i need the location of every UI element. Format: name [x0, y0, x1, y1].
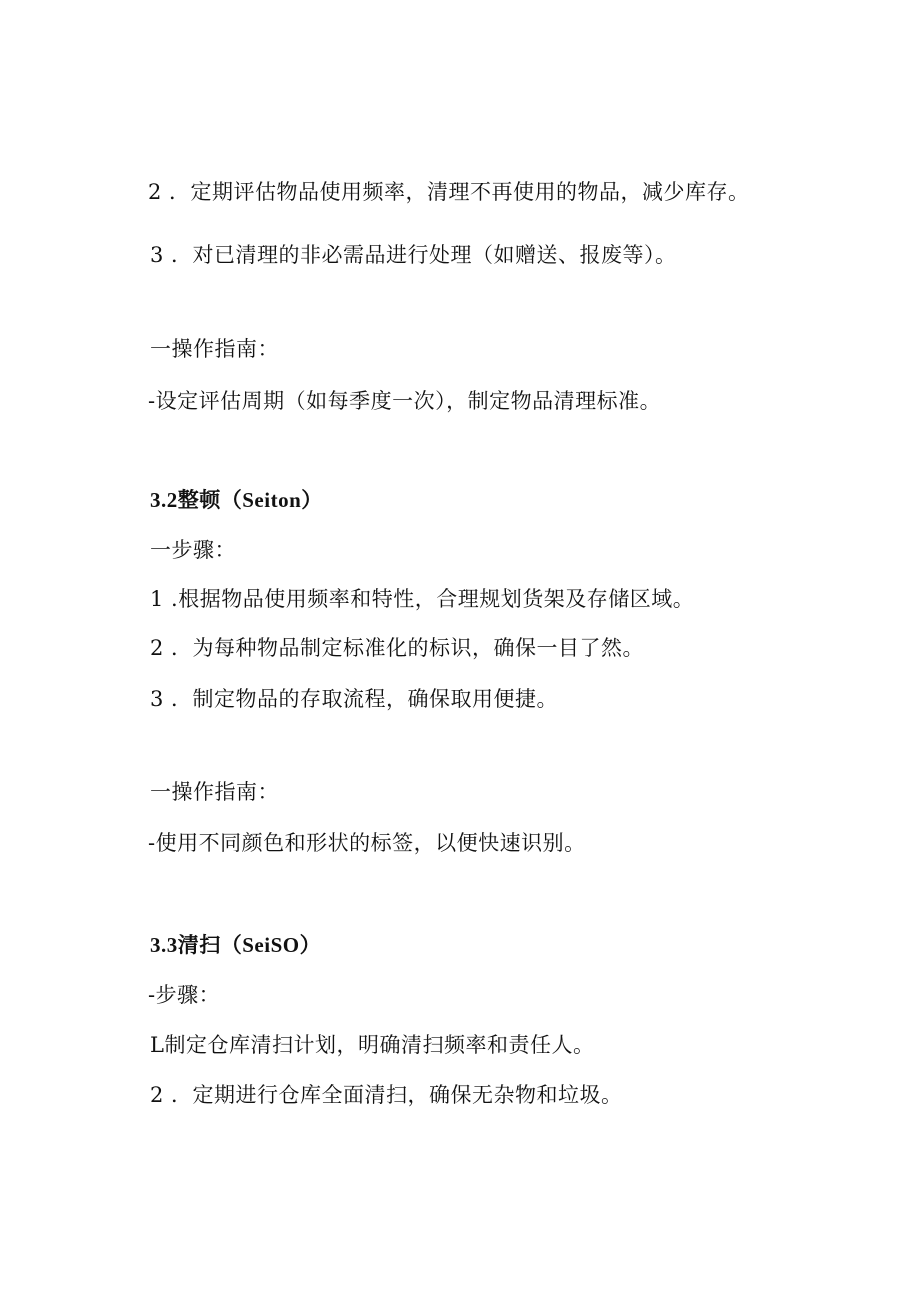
steps-label-2: -步骤： — [148, 983, 221, 1007]
paragraph-step-1-plan: 1 .根据物品使用频率和特性，合理规划货架及存储区域。 — [150, 587, 695, 611]
paragraph-step-3-dispose: 3 ．对已清理的非必需品进行处理（如赠送、报废等）。 — [150, 243, 677, 267]
section-heading-3-2 — [150, 486, 323, 514]
paragraph-step-2-cleaning: 2 ．定期进行仓库全面清扫，确保无杂物和垃圾。 — [150, 1083, 623, 1107]
section-title-cn: 整顿（ — [177, 487, 243, 512]
steps-label: 一步骤： — [150, 538, 236, 562]
section-number: 3.3 — [150, 933, 178, 957]
paragraph-step-3-process: 3 ．制定物品的存取流程，确保取用便捷。 — [150, 687, 559, 711]
section-title-cn: 清扫（ — [177, 932, 243, 957]
section-number: 3.2 — [150, 488, 178, 512]
section-title-latin: SeiSO — [242, 933, 300, 957]
paragraph-step-2-label: 2 ．为每种物品制定标准化的标识，确保一目了然。 — [150, 636, 645, 660]
operation-guide-label: 一操作指南： — [150, 337, 279, 361]
operation-guide-label-2: 一操作指南： — [150, 780, 279, 804]
paragraph-step-1-cleaning-plan: L制定仓库清扫计划，明确清扫频率和责任人。 — [150, 1033, 595, 1057]
section-heading-3-3 — [150, 931, 321, 959]
section-title-close: ） — [301, 487, 323, 512]
section-title-close: ） — [299, 932, 322, 957]
operation-guide-item-2: -使用不同颜色和形状的标签，以便快速识别。 — [148, 831, 586, 855]
paragraph-step-2-evaluate: 2 ．定期评估物品使用频率，清理不再使用的物品，减少库存。 — [148, 180, 750, 204]
section-title-latin: Seiton — [242, 488, 302, 512]
operation-guide-item: -设定评估周期（如每季度一次），制定物品清理标准。 — [148, 389, 662, 413]
